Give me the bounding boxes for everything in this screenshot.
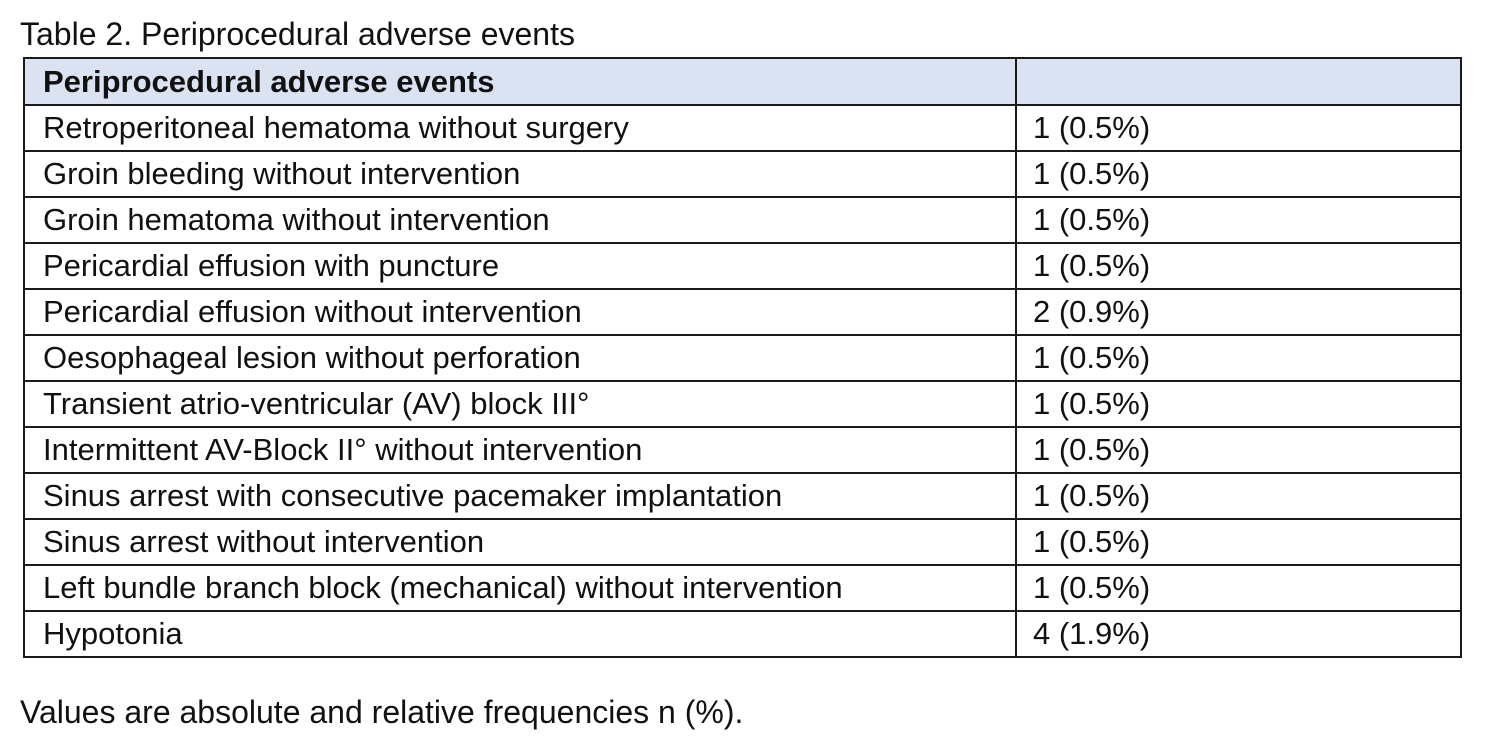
value-cell: 4 (1.9%) (1016, 611, 1461, 657)
value-cell: 1 (0.5%) (1016, 565, 1461, 611)
event-cell: Retroperitoneal hematoma without surgery (24, 105, 1016, 151)
value-cell: 1 (0.5%) (1016, 473, 1461, 519)
table-row (24, 473, 1461, 519)
value-cell: 1 (0.5%) (1016, 243, 1461, 289)
value-cell: 1 (0.5%) (1016, 105, 1461, 151)
value-cell: 1 (0.5%) (1016, 151, 1461, 197)
table-row (24, 381, 1461, 427)
value-cell: 2 (0.9%) (1016, 289, 1461, 335)
event-cell: Sinus arrest without intervention (24, 519, 1016, 565)
table-row (24, 565, 1461, 611)
table-row (24, 243, 1461, 289)
table-row (24, 335, 1461, 381)
value-cell: 1 (0.5%) (1016, 427, 1461, 473)
event-cell: Intermittent AV-Block II° without intervention (24, 427, 1016, 473)
table-row (24, 427, 1461, 473)
value-cell: 1 (0.5%) (1016, 519, 1461, 565)
event-cell: Pericardial effusion without intervention (24, 289, 1016, 335)
event-cell: Transient atrio-ventricular (AV) block III° (24, 381, 1016, 427)
table-footnote: Values are absolute and relative frequencies n (%). (20, 694, 744, 730)
event-cell: Oesophageal lesion without perforation (24, 335, 1016, 381)
table-row (24, 105, 1461, 151)
event-cell: Sinus arrest with consecutive pacemaker implantation (24, 473, 1016, 519)
header-value (1016, 58, 1461, 105)
table-row (24, 611, 1461, 657)
event-cell: Groin hematoma without intervention (24, 197, 1016, 243)
value-cell: 1 (0.5%) (1016, 381, 1461, 427)
table-row (24, 197, 1461, 243)
header-event: Periprocedural adverse events (24, 58, 1016, 105)
value-cell: 1 (0.5%) (1016, 197, 1461, 243)
event-cell: Left bundle branch block (mechanical) without intervention (24, 565, 1016, 611)
table-row (24, 151, 1461, 197)
event-cell: Groin bleeding without intervention (24, 151, 1016, 197)
table-row (24, 519, 1461, 565)
event-cell: Pericardial effusion with puncture (24, 243, 1016, 289)
table-header-row (24, 58, 1461, 105)
adverse-events-table (23, 57, 1462, 658)
event-cell: Hypotonia (24, 611, 1016, 657)
value-cell: 1 (0.5%) (1016, 335, 1461, 381)
table-caption: Table 2. Periprocedural adverse events (20, 16, 575, 52)
table-row (24, 289, 1461, 335)
